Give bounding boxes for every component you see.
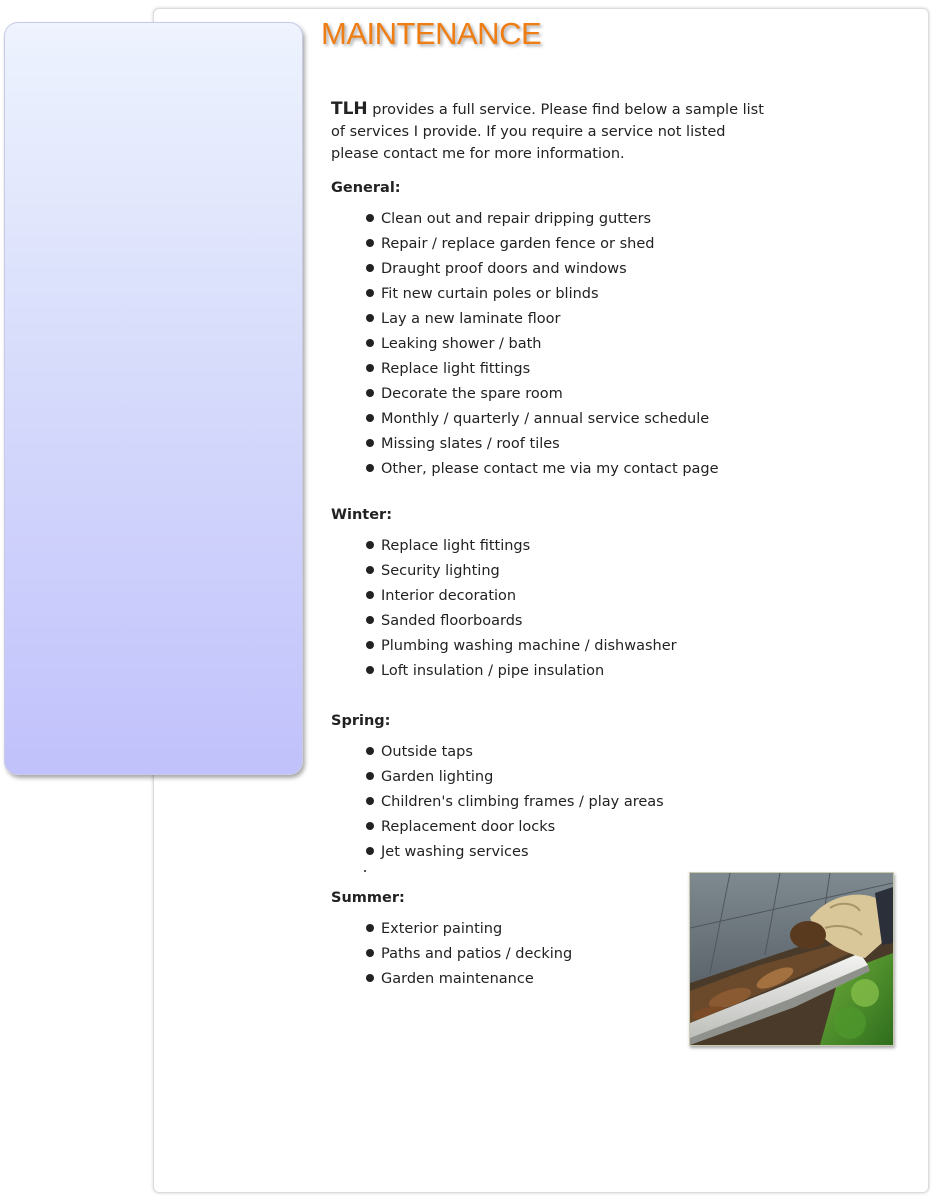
list-item-text: Interior decoration <box>381 588 517 604</box>
list-item <box>363 457 719 482</box>
bullet-icon <box>366 772 374 780</box>
list-item-text: Monthly / quarterly / annual service schedule <box>381 411 710 427</box>
bullet-icon <box>366 314 374 322</box>
bullet-icon <box>366 797 374 805</box>
section-heading-winter: Winter: <box>331 507 393 523</box>
list-item-text: Replacement door locks <box>381 819 556 835</box>
list-item-text: Outside taps <box>381 744 473 760</box>
list-item-text: Lay a new laminate floor <box>381 311 561 327</box>
list-item <box>363 307 719 332</box>
list-item <box>363 207 719 232</box>
list-item <box>363 332 719 357</box>
intro-paragraph <box>331 98 771 165</box>
bullet-icon <box>366 616 374 624</box>
list-item <box>363 840 664 865</box>
list-item <box>363 357 719 382</box>
list-item <box>363 282 719 307</box>
bullet-icon <box>366 541 374 549</box>
service-list-summer <box>363 917 572 992</box>
service-list-general <box>363 207 719 482</box>
list-item <box>363 407 719 432</box>
list-item <box>363 659 677 684</box>
list-item-text: Replace light fittings <box>381 538 531 554</box>
list-item <box>363 765 664 790</box>
section-heading-spring: Spring: <box>331 713 391 729</box>
list-item-text: Plumbing washing machine / dishwasher <box>381 638 677 654</box>
gutter-cleaning-photo <box>689 872 894 1046</box>
brand-name: TLH <box>331 99 368 119</box>
service-list-winter <box>363 534 677 684</box>
list-item-text: Decorate the spare room <box>381 386 563 402</box>
list-item <box>363 967 572 992</box>
gutter-photo-image <box>690 873 893 1045</box>
bullet-icon <box>366 339 374 347</box>
bullet-icon <box>366 239 374 247</box>
list-item-text: Exterior painting <box>381 921 503 937</box>
bullet-icon <box>366 847 374 855</box>
list-item-text: Garden lighting <box>381 769 494 785</box>
list-item <box>363 584 677 609</box>
list-item <box>363 257 719 282</box>
list-item <box>363 382 719 407</box>
bullet-icon <box>366 591 374 599</box>
list-item <box>363 942 572 967</box>
list-item <box>363 634 677 659</box>
bullet-icon <box>366 439 374 447</box>
bullet-icon <box>366 264 374 272</box>
bullet-icon <box>366 289 374 297</box>
list-item-text: Jet washing services <box>381 844 529 860</box>
list-item <box>363 740 664 765</box>
list-item-text: Draught proof doors and windows <box>381 261 627 277</box>
list-item-text: Missing slates / roof tiles <box>381 436 560 452</box>
list-item <box>363 815 664 840</box>
list-item-text: Children's climbing frames / play areas <box>381 794 664 810</box>
list-item-text: Paths and patios / decking <box>381 946 573 962</box>
bullet-icon <box>366 389 374 397</box>
list-item-text: Sanded floorboards <box>381 613 523 629</box>
list-item <box>363 432 719 457</box>
list-item <box>363 609 677 634</box>
list-item-text: Loft insulation / pipe insulation <box>381 663 605 679</box>
page-title: MAINTENANCE <box>321 16 542 51</box>
section-heading-summer: Summer: <box>331 890 405 906</box>
bullet-icon <box>366 464 374 472</box>
list-item <box>363 917 572 942</box>
list-item-text: Replace light fittings <box>381 361 531 377</box>
bullet-icon <box>366 747 374 755</box>
bullet-icon <box>366 822 374 830</box>
bullet-icon <box>366 974 374 982</box>
bullet-icon <box>366 641 374 649</box>
list-item-text: Garden maintenance <box>381 971 534 987</box>
list-item <box>363 790 664 815</box>
list-item-text: Security lighting <box>381 563 500 579</box>
bullet-icon <box>366 214 374 222</box>
bullet-icon <box>366 924 374 932</box>
stray-dot <box>364 870 366 872</box>
list-item-text: Clean out and repair dripping gutters <box>381 211 652 227</box>
list-item-text: Fit new curtain poles or blinds <box>381 286 599 302</box>
bullet-icon <box>366 364 374 372</box>
sidebar-panel <box>4 22 303 775</box>
list-item <box>363 232 719 257</box>
list-item-text: Other, please contact me via my contact page <box>381 461 719 477</box>
bullet-icon <box>366 949 374 957</box>
bullet-icon <box>366 414 374 422</box>
list-item-text: Leaking shower / bath <box>381 336 542 352</box>
list-item <box>363 559 677 584</box>
list-item-text: Repair / replace garden fence or shed <box>381 236 655 252</box>
service-list-spring <box>363 740 664 865</box>
bullet-icon <box>366 566 374 574</box>
list-item <box>363 534 677 559</box>
bullet-icon <box>366 666 374 674</box>
intro-text: provides a full service. Please find below a sample list of services I provide. If you require a service not listed please contact me for more information. <box>331 102 764 162</box>
section-heading-general: General: <box>331 180 401 196</box>
